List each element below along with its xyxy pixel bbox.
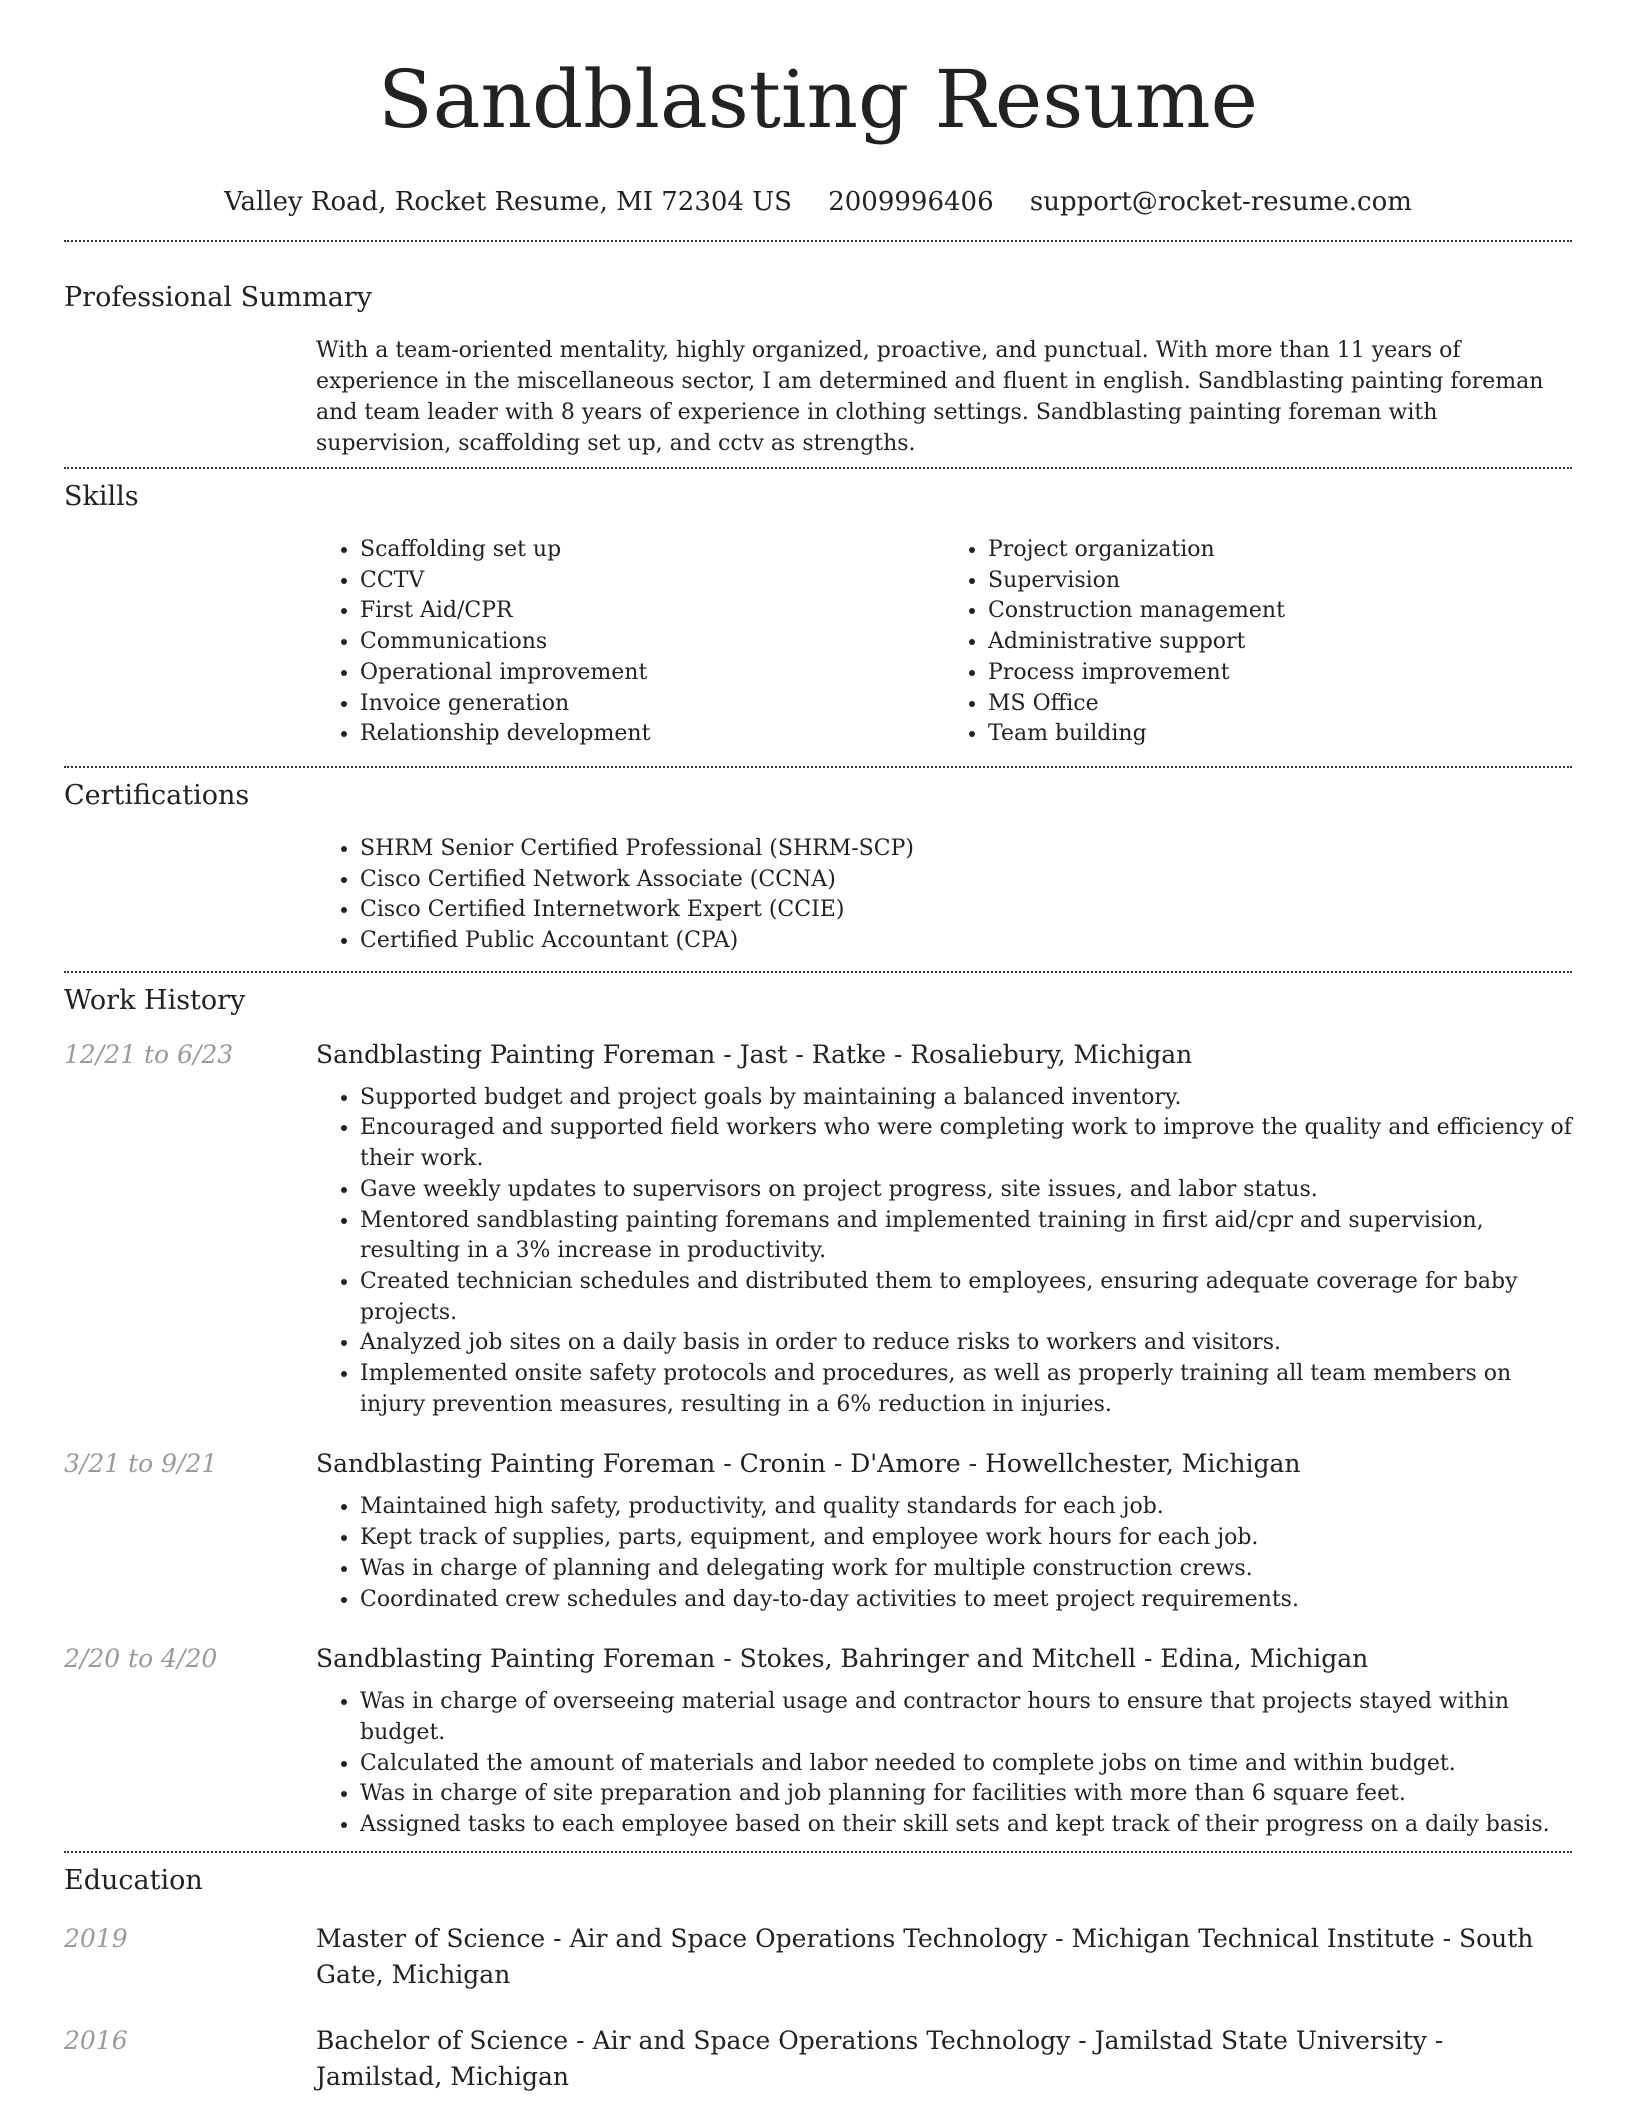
skill-item: • Administrative support xyxy=(988,627,1572,658)
education-body xyxy=(316,1921,1572,1993)
work-section-title: Work History xyxy=(64,984,246,1016)
skill-item: • Team building xyxy=(988,719,1572,750)
certification-item: • SHRM Senior Certified Professional (SHRM-SCP) xyxy=(360,834,1572,865)
job-bullets xyxy=(316,1492,1572,1615)
skills-content xyxy=(316,535,1572,750)
contact-phone: 2009996406 xyxy=(828,187,994,217)
job-bullet: • Mentored sandblasting painting foremans and implemented training in first aid/cpr and supervision, resulting in a 3% increase in productivity. xyxy=(360,1206,1572,1267)
job-bullets xyxy=(316,1083,1572,1421)
job-bullet: • Was in charge of site preparation and job planning for facilities with more than 6 square feet. xyxy=(360,1779,1572,1810)
job-date: 3/21 to 9/21 xyxy=(64,1449,218,1479)
job-bullet: • Created technician schedules and distributed them to employees, ensuring adequate coverage for baby projects. xyxy=(360,1267,1572,1328)
contact-address: Valley Road, Rocket Resume, MI 72304 US xyxy=(224,187,792,217)
divider xyxy=(64,467,1572,469)
job-heading: Sandblasting Painting Foreman - Stokes, Bahringer and Mitchell - Edina, Michigan xyxy=(316,1644,1369,1674)
job-date: 2/20 to 4/20 xyxy=(64,1644,218,1674)
job-body xyxy=(316,1446,1572,1615)
certification-item: • Certified Public Accountant (CPA) xyxy=(360,926,1572,957)
job-entry xyxy=(64,1446,1572,1615)
skill-item: • CCTV xyxy=(360,566,944,597)
job-heading: Sandblasting Painting Foreman - Jast - Ratke - Rosaliebury, Michigan xyxy=(316,1039,1193,1069)
job-bullet: • Maintained high safety, productivity, and quality standards for each job. xyxy=(360,1492,1572,1523)
skill-item: • Supervision xyxy=(988,566,1572,597)
education-heading: Master of Science - Air and Space Operations Technology - Michigan Technical Institute - South Gate, Michigan xyxy=(316,1923,1534,1989)
job-entry xyxy=(64,1037,1572,1421)
divider xyxy=(64,971,1572,973)
education-date: 2016 xyxy=(64,2025,128,2055)
skill-item: • MS Office xyxy=(988,689,1572,720)
divider xyxy=(64,240,1572,242)
education-entry xyxy=(64,2023,1572,2095)
education-date: 2019 xyxy=(64,1923,128,1953)
education-section-title: Education xyxy=(64,1864,203,1896)
resume-page xyxy=(64,0,1572,2095)
job-entry xyxy=(64,1641,1572,1841)
certifications-section-title: Certifications xyxy=(64,779,250,811)
skill-item: • Invoice generation xyxy=(360,689,944,720)
skill-item: • Relationship development xyxy=(360,719,944,750)
certifications-list xyxy=(316,834,1572,957)
job-bullet: • Calculated the amount of materials and labor needed to complete jobs on time and within budget. xyxy=(360,1749,1572,1780)
summary-section-title: Professional Summary xyxy=(64,282,372,313)
job-heading: Sandblasting Painting Foreman - Cronin - D'Amore - Howellchester, Michigan xyxy=(316,1449,1301,1479)
job-bullet: • Analyzed job sites on a daily basis in order to reduce risks to workers and visitors. xyxy=(360,1328,1572,1359)
contact-line xyxy=(64,184,1572,220)
job-bullet: • Encouraged and supported field workers who were completing work to improve the quality and efficiency of their work. xyxy=(360,1113,1572,1174)
job-body xyxy=(316,1037,1572,1421)
job-date: 12/21 to 6/23 xyxy=(64,1039,234,1069)
certification-item: • Cisco Certified Network Associate (CCNA) xyxy=(360,865,1572,896)
divider xyxy=(64,1851,1572,1853)
job-bullets xyxy=(316,1687,1572,1841)
job-bullet: • Supported budget and project goals by maintaining a balanced inventory. xyxy=(360,1083,1572,1114)
summary-text: With a team-oriented mentality, highly organized, proactive, and punctual. With more than 11 years of experience in the miscellaneous sector, I am determined and fluent in english. Sandblasting painting foreman and team leader with 8 years of experience in clothing settings. Sandblasting painting foreman with supervision, scaffolding set up, and cctv as strengths. xyxy=(316,338,1544,456)
contact-email: support@rocket-resume.com xyxy=(1029,187,1412,217)
job-body xyxy=(316,1641,1572,1841)
job-bullet: • Implemented onsite safety protocols and procedures, as well as properly training all team members on injury prevention measures, resulting in a 6% reduction in injuries. xyxy=(360,1359,1572,1420)
job-bullet: • Was in charge of planning and delegating work for multiple construction crews. xyxy=(360,1554,1572,1585)
education-heading: Bachelor of Science - Air and Space Operations Technology - Jamilstad State University - Jamilstad, Michigan xyxy=(316,2025,1444,2091)
certifications-content xyxy=(316,834,1572,957)
job-bullet: • Gave weekly updates to supervisors on project progress, site issues, and labor status. xyxy=(360,1175,1572,1206)
skills-list-right xyxy=(944,535,1572,750)
job-bullet: • Was in charge of overseeing material usage and contractor hours to ensure that projects stayed within budget. xyxy=(360,1687,1572,1748)
skill-item: • Project organization xyxy=(988,535,1572,566)
skills-list-left xyxy=(316,535,944,750)
skills-section-title: Skills xyxy=(64,481,139,512)
education-body xyxy=(316,2023,1572,2095)
skill-item: • Construction management xyxy=(988,596,1572,627)
divider xyxy=(64,766,1572,768)
job-bullet: • Kept track of supplies, parts, equipment, and employee work hours for each job. xyxy=(360,1523,1572,1554)
skill-item: • Operational improvement xyxy=(360,658,944,689)
skill-item: • Process improvement xyxy=(988,658,1572,689)
resume-title: Sandblasting Resume xyxy=(377,53,1259,146)
summary-content xyxy=(316,335,1572,459)
skill-item: • Communications xyxy=(360,627,944,658)
skill-item: • First Aid/CPR xyxy=(360,596,944,627)
job-bullet: • Coordinated crew schedules and day-to-day activities to meet project requirements. xyxy=(360,1585,1572,1616)
job-bullet: • Assigned tasks to each employee based on their skill sets and kept track of their progress on a daily basis. xyxy=(360,1810,1572,1841)
skill-item: • Scaffolding set up xyxy=(360,535,944,566)
education-entry xyxy=(64,1921,1572,1993)
certification-item: • Cisco Certified Internetwork Expert (CCIE) xyxy=(360,895,1572,926)
